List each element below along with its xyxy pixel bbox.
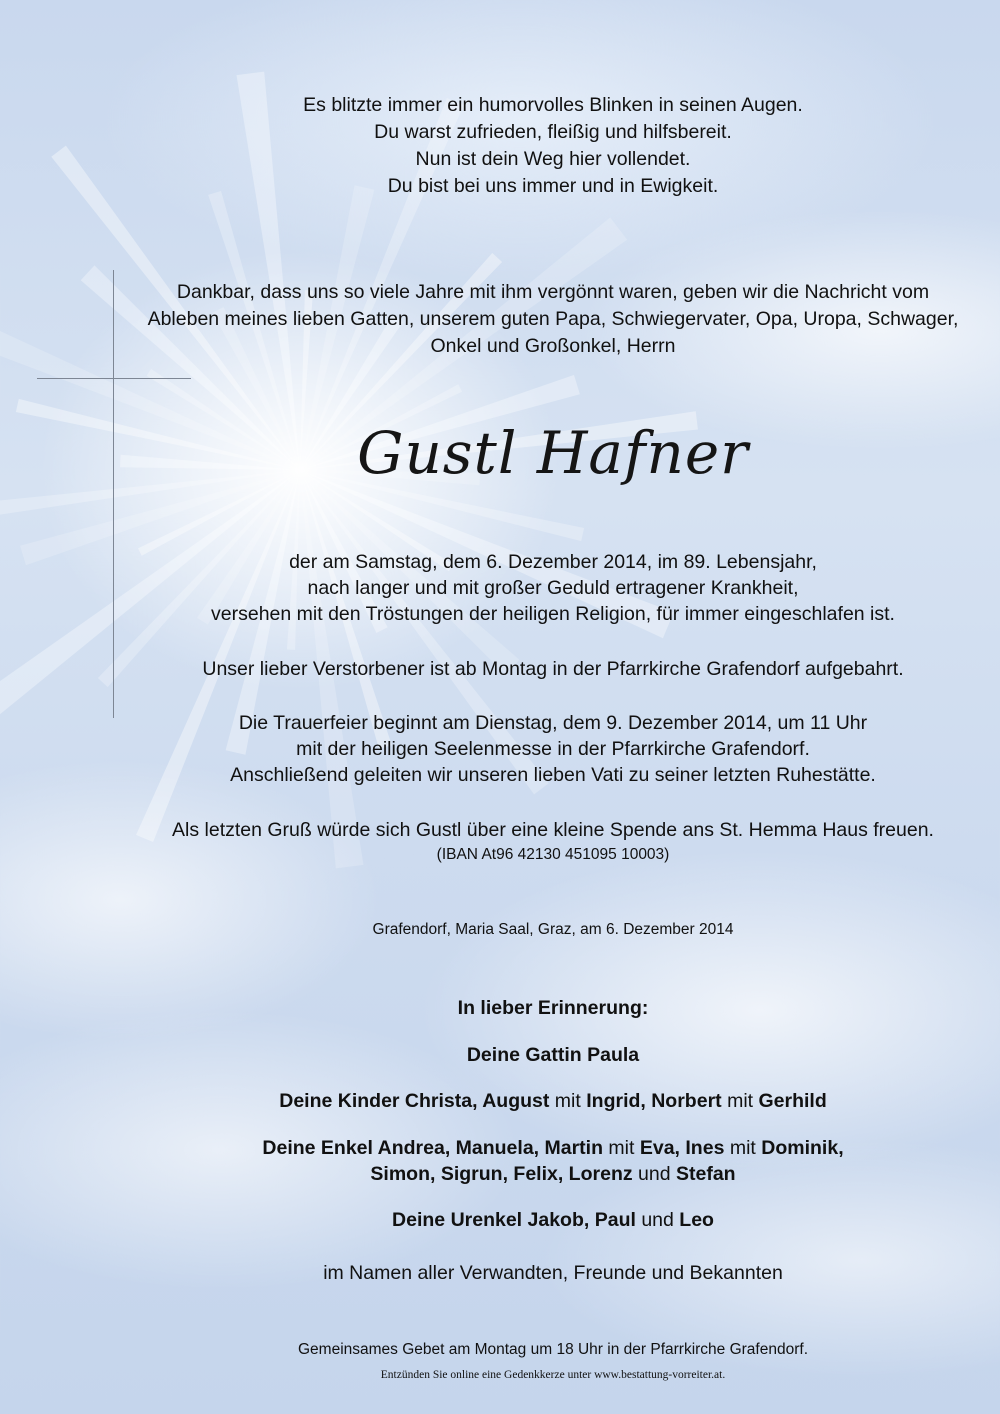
funeral-line: Die Trauerfeier beginnt am Dienstag, dem 9. Dezember 2014, um 11 Uhr xyxy=(238,712,868,734)
children-partner: Gerhild xyxy=(758,1090,827,1112)
connector-word: und xyxy=(632,1163,676,1185)
deceased-name: Gustl Hafner xyxy=(357,419,749,487)
funeral-details xyxy=(53,710,1000,788)
poem-line: Es blitzte immer ein humorvolles Blinken in seinen Augen. xyxy=(303,94,803,116)
great-grandchild-name: Leo xyxy=(679,1209,714,1231)
grandchildren-line xyxy=(53,1161,1000,1187)
website-note: Entzünden Sie online eine Gedenkkerze unter www.bestattung-vorreiter.at. xyxy=(380,1369,726,1381)
grandchildren-partners: Eva, Ines xyxy=(639,1137,725,1159)
donation-request: Als letzten Gruß würde sich Gustl über eine kleine Spende ans St. Hemma Haus freuen. xyxy=(172,819,934,841)
grandchildren-names: Deine Enkel Andrea, Manuela, Martin xyxy=(262,1137,604,1159)
death-notice-line: der am Samstag, dem 6. Dezember 2014, im 89. Lebensjahr, xyxy=(289,551,817,573)
grandchildren-names: Simon, Sigrun, Felix, Lorenz xyxy=(370,1163,633,1185)
connector-word: mit xyxy=(724,1137,762,1159)
relatives-line: im Namen aller Verwandten, Freunde und Bekannten xyxy=(323,1262,783,1284)
grandchildren-partner: Stefan xyxy=(675,1163,736,1185)
laid-out-notice: Unser lieber Verstorbener ist ab Montag in der Pfarrkirche Grafendorf aufgebahrt. xyxy=(202,658,904,680)
funeral-line: Anschließend geleiten wir unseren lieben Vati zu seiner letzten Ruhestätte. xyxy=(230,764,876,786)
connector-word: mit xyxy=(721,1090,759,1112)
death-notice-line: nach langer und mit großer Geduld ertragener Krankheit, xyxy=(307,577,799,599)
intro-line: Ableben meines lieben Gatten, unserem guten Papa, Schwiegervater, Opa, Uropa, Schwager, xyxy=(147,308,959,330)
death-notice xyxy=(53,549,1000,627)
intro-line: Onkel und Großonkel, Herrn xyxy=(430,335,676,357)
poem-line: Du warst zufrieden, fleißig und hilfsbereit. xyxy=(374,121,732,143)
children-names: Deine Kinder Christa, August xyxy=(279,1090,550,1112)
funeral-line: mit der heiligen Seelenmesse in der Pfarrkirche Grafendorf. xyxy=(296,738,810,760)
death-notice-line: versehen mit den Tröstungen der heiligen Religion, für immer eingeschlafen ist. xyxy=(211,603,895,625)
children-partners: Ingrid, Norbert xyxy=(586,1090,722,1112)
place-and-date: Grafendorf, Maria Saal, Graz, am 6. Dezember 2014 xyxy=(372,921,734,938)
memory-heading: In lieber Erinnerung: xyxy=(457,997,649,1019)
grandchildren-partner: Dominik, xyxy=(761,1137,844,1159)
wife-line: Deine Gattin Paula xyxy=(466,1044,640,1066)
poem-line: Nun ist dein Weg hier vollendet. xyxy=(415,148,691,170)
great-grandchildren-names: Deine Urenkel Jakob, Paul xyxy=(392,1209,636,1231)
children-line xyxy=(53,1088,1000,1114)
grandchildren-line xyxy=(53,1135,1000,1161)
great-grandchildren-line xyxy=(53,1207,1000,1233)
iban-number: (IBAN At96 42130 451095 10003) xyxy=(436,846,670,863)
announcement-intro xyxy=(53,279,1000,360)
poem-line: Du bist bei uns immer und in Ewigkeit. xyxy=(387,175,719,197)
prayer-notice: Gemeinsames Gebet am Montag um 18 Uhr in der Pfarrkirche Grafendorf. xyxy=(298,1341,808,1358)
connector-word: mit xyxy=(603,1137,640,1159)
cross-horizontal-bar xyxy=(37,378,191,379)
connector-word: und xyxy=(635,1209,680,1231)
memorial-poem xyxy=(53,92,1000,200)
connector-word: mit xyxy=(549,1090,587,1112)
grandchildren-lines xyxy=(53,1135,1000,1187)
intro-line: Dankbar, dass uns so viele Jahre mit ihm vergönnt waren, geben wir die Nachricht vom xyxy=(176,281,930,303)
